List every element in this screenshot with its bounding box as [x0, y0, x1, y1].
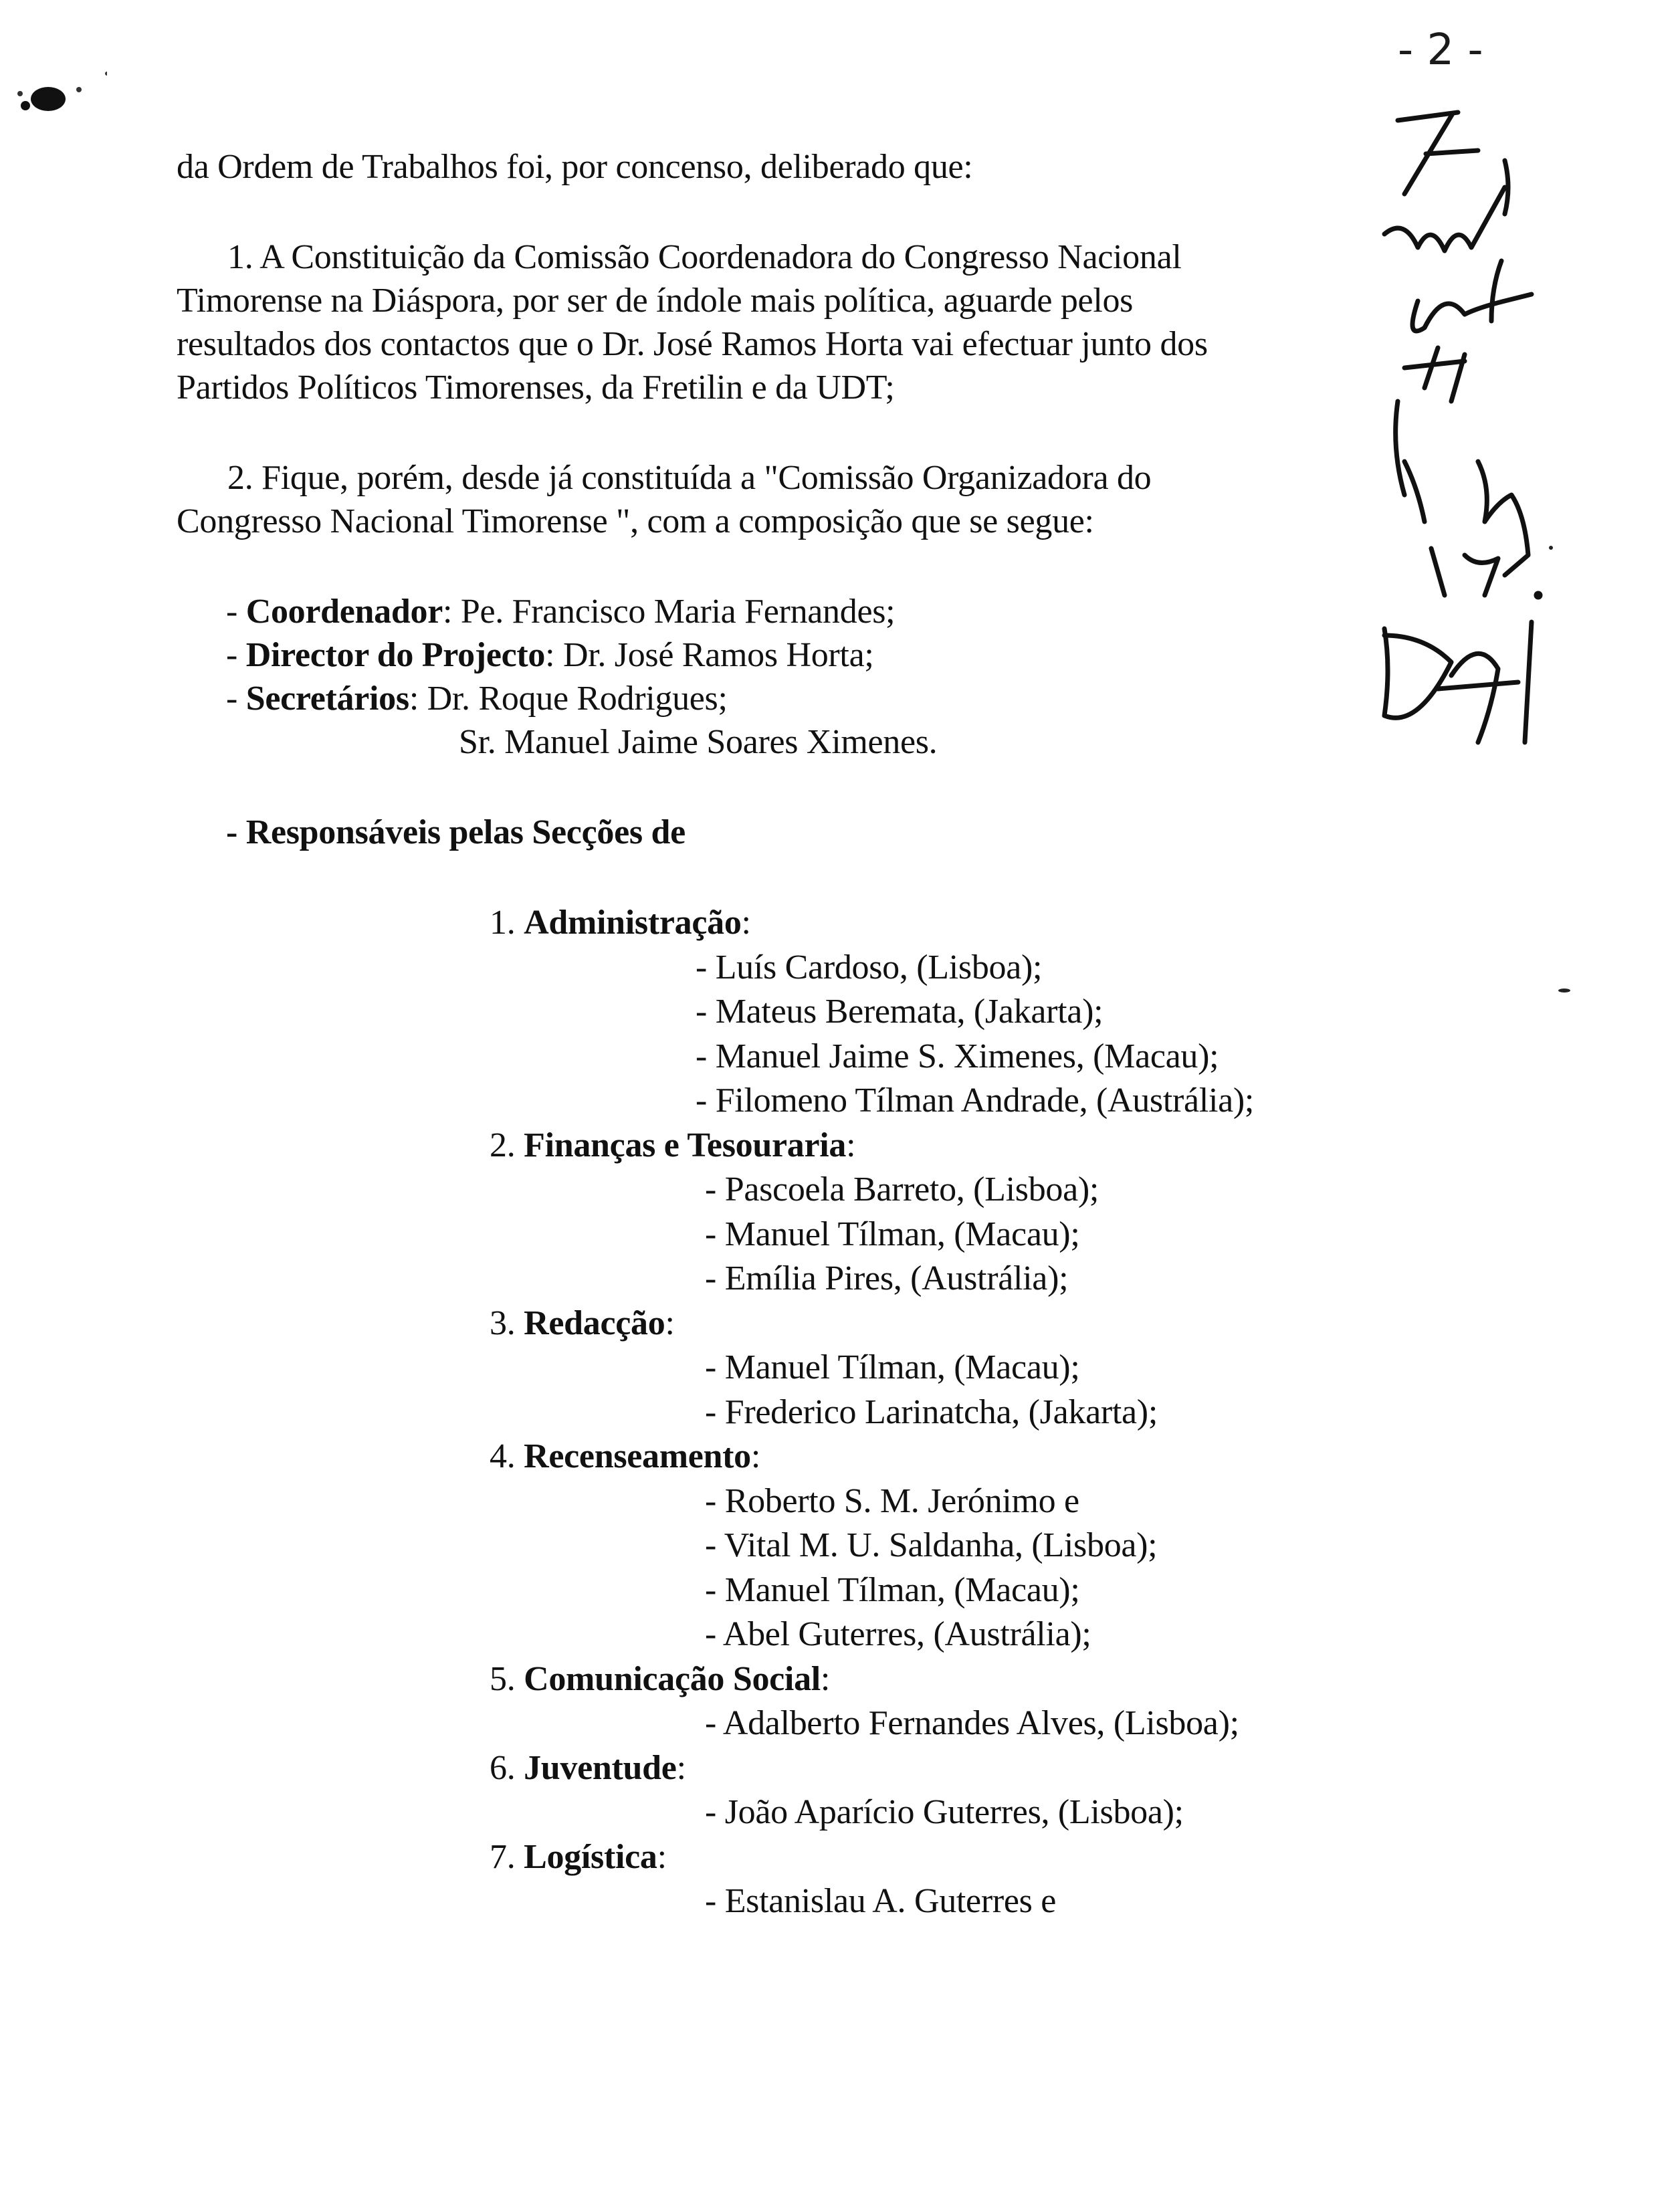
section-number: 4.: [490, 1437, 524, 1475]
section-heading: [490, 1304, 675, 1344]
section-heading: [490, 1437, 760, 1477]
role-coordenador: - Coordenador: Pe. Francisco Maria Fernandes;: [226, 593, 896, 631]
point1-line: Timorense na Diáspora, por ser de índole mais política, aguarde pelos: [177, 282, 1134, 320]
section-member: - Estanislau A. Guterres e: [705, 1882, 1057, 1920]
section-heading: [490, 1748, 686, 1788]
point2-line: 2. Fique, porém, desde já constituída a "Comissão Organizadora do: [227, 459, 1152, 497]
section-member: - Abel Guterres, (Austrália);: [705, 1615, 1091, 1653]
role-secretario-2: Sr. Manuel Jaime Soares Ximenes.: [459, 723, 938, 761]
section-member: - Manuel Tílman, (Macau);: [705, 1570, 1080, 1609]
point1-line: Partidos Políticos Timorenses, da Fretilin e da UDT;: [177, 369, 895, 407]
section-member: - Manuel Tílman, (Macau);: [705, 1348, 1080, 1386]
section-colon: :: [741, 904, 751, 942]
page-number: - 2 -: [1398, 25, 1483, 75]
section-member: - Adalberto Fernandes Alves, (Lisboa);: [705, 1704, 1239, 1742]
section-member: - Luís Cardoso, (Lisboa);: [696, 948, 1043, 986]
section-title: Logística: [524, 1837, 657, 1876]
section-member: - Mateus Beremata, (Jakarta);: [696, 993, 1104, 1031]
section-number: 7.: [490, 1837, 524, 1876]
section-title: Recenseamento: [524, 1437, 751, 1475]
section-heading: [490, 903, 751, 943]
section-colon: :: [676, 1748, 686, 1787]
section-colon: :: [820, 1659, 831, 1698]
section-colon: :: [657, 1837, 667, 1876]
point1-line: 1. A Constituição da Comissão Coordenadora do Congresso Nacional: [227, 238, 1182, 276]
point1-line: resultados dos contactos que o Dr. José Ramos Horta vai efectuar junto dos: [177, 325, 1208, 363]
section-member: - Filomeno Tílman Andrade, (Austrália);: [696, 1081, 1255, 1120]
section-title: Finanças e Tesouraria: [524, 1126, 847, 1164]
intro-text: da Ordem de Trabalhos foi, por concenso, deliberado que:: [177, 148, 973, 186]
section-number: 1.: [490, 904, 524, 942]
section-member: - Emília Pires, (Austrália);: [705, 1259, 1069, 1297]
section-heading: [490, 1126, 855, 1166]
section-heading: [490, 1837, 667, 1877]
section-member: - João Aparício Guterres, (Lisboa);: [705, 1793, 1184, 1831]
ink-blot: [7, 67, 107, 127]
section-number: 6.: [490, 1748, 524, 1787]
section-member: - Roberto S. M. Jerónimo e: [705, 1481, 1079, 1520]
section-title: Juventude: [524, 1748, 677, 1787]
role-director: - Director do Projecto: Dr. José Ramos Horta;: [226, 636, 874, 674]
section-heading: [490, 1659, 830, 1699]
section-number: 2.: [490, 1126, 524, 1164]
point2-line: Congresso Nacional Timorense ", com a composição que se segue:: [177, 502, 1094, 540]
section-title: Administração: [524, 904, 742, 942]
sections-heading: - Responsáveis pelas Secções de: [226, 813, 686, 851]
section-title: Comunicação Social: [524, 1659, 821, 1698]
section-colon: :: [846, 1126, 856, 1164]
section-member: - Manuel Tílman, (Macau);: [705, 1215, 1080, 1253]
section-colon: :: [665, 1304, 675, 1342]
section-member: - Vital M. U. Saldanha, (Lisboa);: [705, 1526, 1158, 1564]
section-number: 5.: [490, 1659, 524, 1698]
section-member: - Frederico Larinatcha, (Jakarta);: [705, 1392, 1158, 1431]
section-title: Redacção: [524, 1304, 665, 1342]
section-member: - Manuel Jaime S. Ximenes, (Macau);: [696, 1037, 1219, 1075]
speck: [1558, 988, 1570, 993]
handwritten-initials: [1364, 87, 1592, 769]
section-number: 3.: [490, 1304, 524, 1342]
section-member: - Pascoela Barreto, (Lisboa);: [705, 1170, 1099, 1209]
section-colon: :: [750, 1437, 761, 1475]
role-secretarios: - Secretários: Dr. Roque Rodrigues;: [226, 680, 728, 718]
